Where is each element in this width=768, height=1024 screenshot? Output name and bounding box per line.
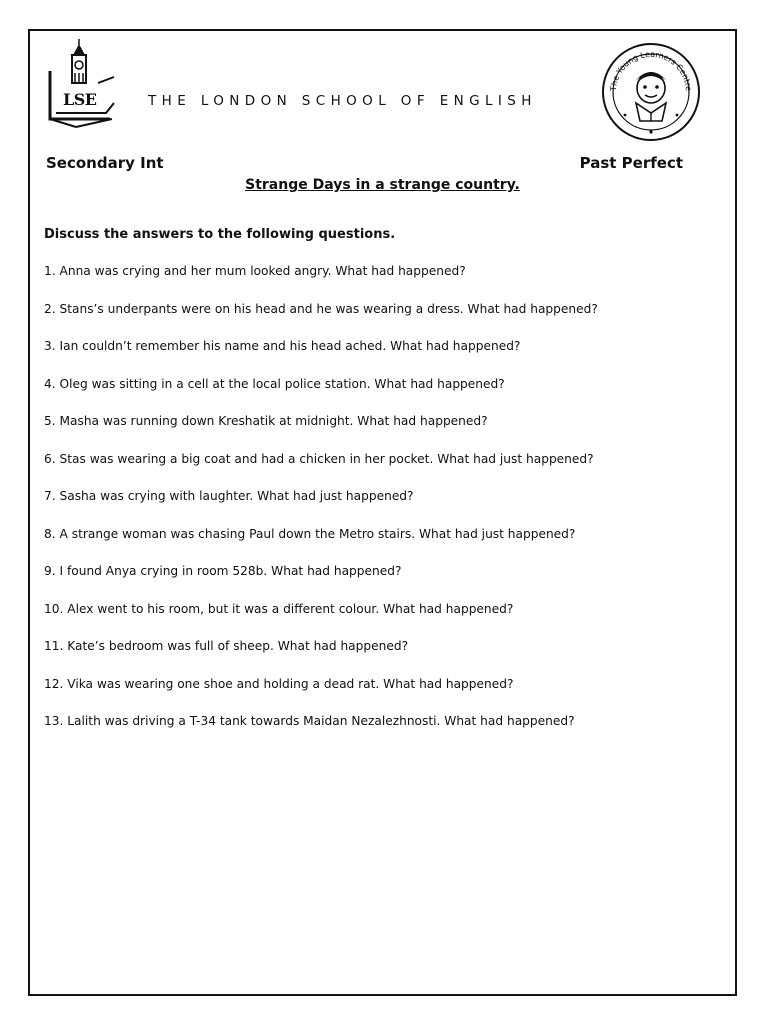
question-item: 1. Anna was crying and her mum looked angry. What had happened?	[44, 264, 466, 278]
lse-logo-text: LSE	[63, 90, 97, 109]
question-item: 2. Stans’s underpants were on his head and he was wearing a dress. What had happened?	[44, 301, 598, 316]
big-ben-icon	[46, 39, 116, 129]
lse-logo	[46, 39, 116, 129]
school-name: THE LONDON SCHOOL OF ENGLISH	[148, 93, 537, 109]
question-item: 10. Alex went to his room, but it was a different colour. What had happened?	[44, 601, 514, 616]
question-item: 6. Stas was wearing a big coat and had a chicken in her pocket. What had just happened?	[44, 451, 594, 466]
question-item: 3. Ian couldn’t remember his name and his head ached. What had happened?	[44, 339, 521, 353]
child-face-seal-icon	[600, 41, 702, 143]
worksheet-title: Strange Days in a strange country.	[245, 177, 520, 193]
question-item: 7. Sasha was crying with laughter. What had just happened?	[44, 489, 414, 503]
worksheet-page	[28, 29, 737, 996]
level-label: Secondary Int	[46, 154, 164, 172]
topic-label: Past Perfect	[579, 154, 683, 172]
question-item: 12. Vika was wearing one shoe and holding a dead rat. What had happened?	[44, 676, 514, 691]
question-item: 5. Masha was running down Kreshatik at midnight. What had happened?	[44, 414, 488, 428]
question-item: 13. Lalith was driving a T-34 tank towards Maidan Nezalezhnosti. What had happened?	[44, 714, 575, 728]
question-item: 8. A strange woman was chasing Paul down the Metro stairs. What had just happened?	[44, 526, 576, 541]
question-item: 9. I found Anya crying in room 528b. What had happened?	[44, 564, 402, 578]
svg-text:The Young Learners Centre: The Young Learners Centre	[608, 49, 694, 92]
instruction-text: Discuss the answers to the following questions.	[44, 227, 396, 242]
question-item: 4. Oleg was sitting in a cell at the local police station. What had happened?	[44, 376, 505, 391]
question-item: 11. Kate’s bedroom was full of sheep. What had happened?	[44, 639, 409, 653]
young-learners-centre-logo	[600, 41, 702, 143]
question-list	[44, 261, 598, 749]
